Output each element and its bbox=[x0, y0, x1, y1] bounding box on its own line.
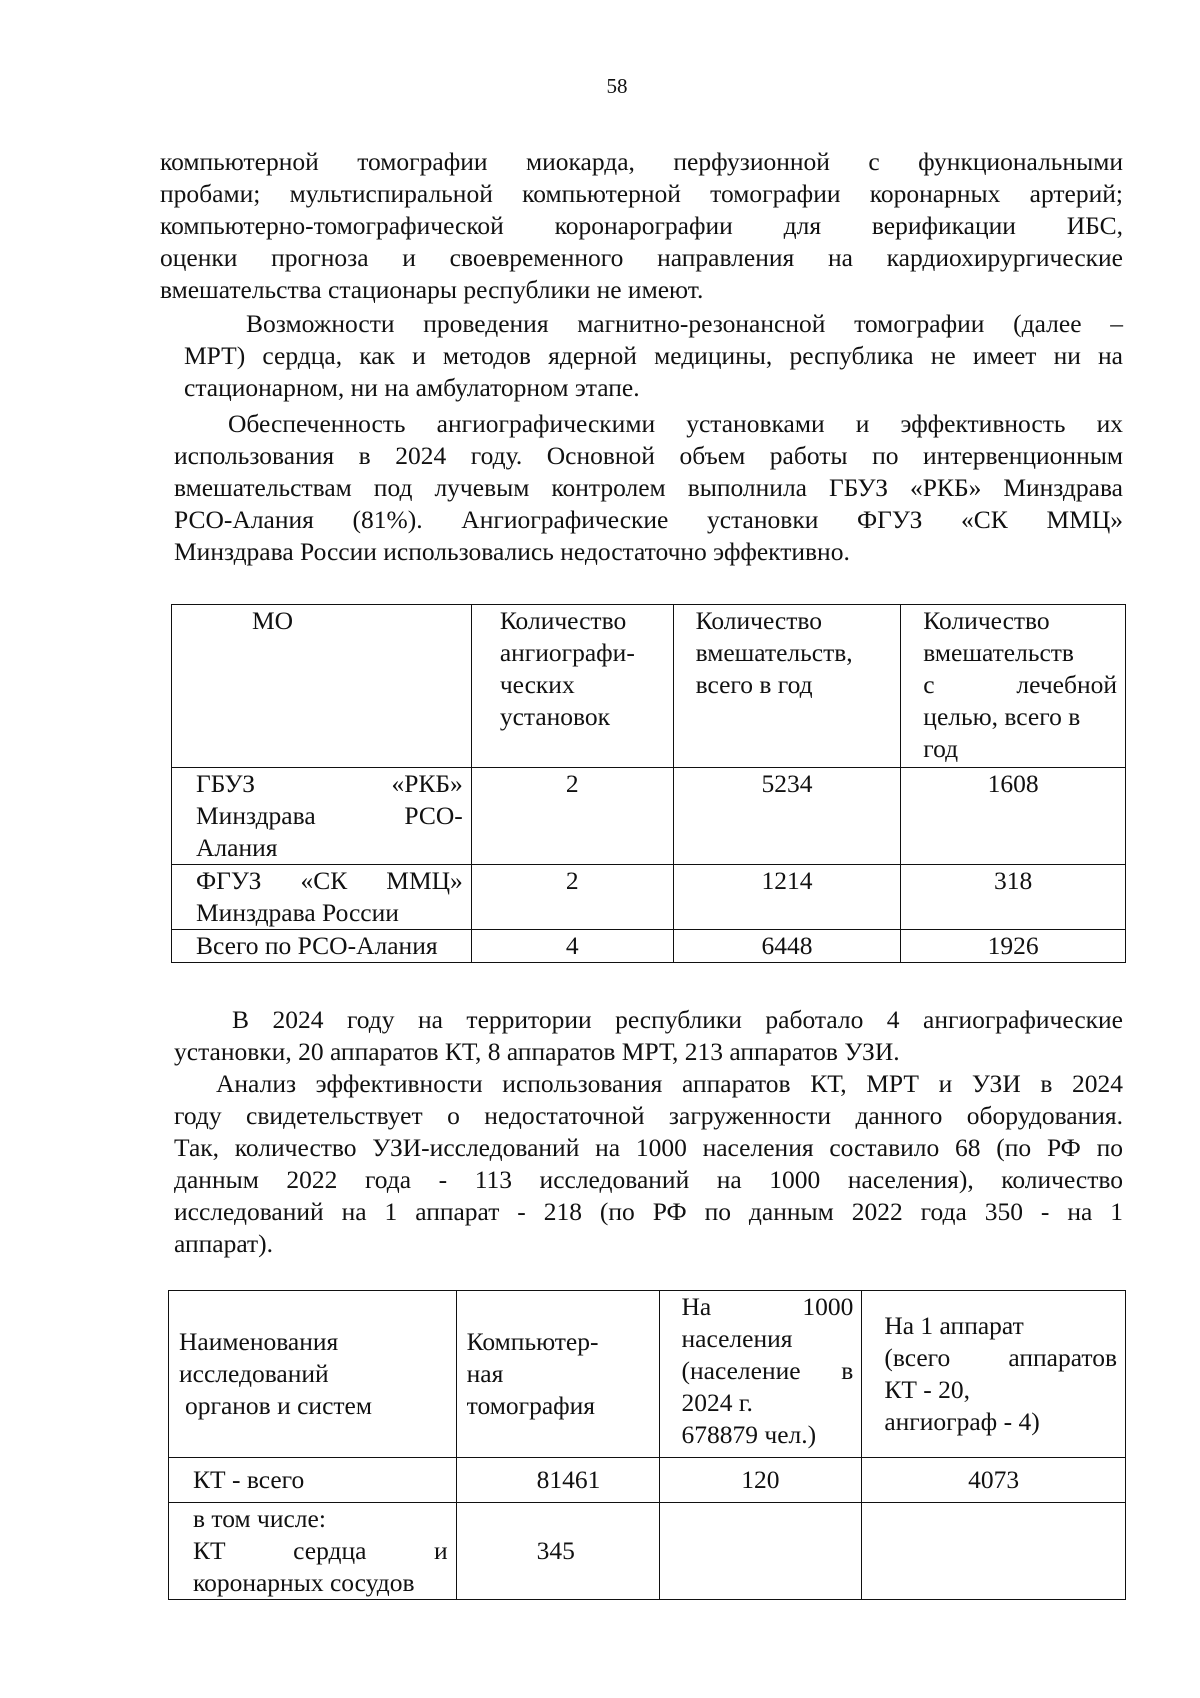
cell-units: 2 bbox=[471, 865, 673, 930]
text-line: использования в 2024 году. Основной объем работы по интервенционным bbox=[174, 441, 1123, 470]
header-text: МО bbox=[252, 606, 294, 635]
paragraph-3 bbox=[174, 408, 1123, 568]
paragraph-5 bbox=[174, 1068, 1123, 1260]
cell-text: КТ - всего bbox=[193, 1465, 305, 1494]
header-text: Наименования bbox=[179, 1327, 339, 1356]
cell-units: 4 bbox=[471, 930, 673, 963]
paragraph-1 bbox=[160, 146, 1123, 306]
text-line: МРТ) сердца, как и методов ядерной медицины, республика не имеет ни на bbox=[184, 341, 1123, 370]
page-number: 58 bbox=[606, 74, 628, 98]
header-text: На 1000 bbox=[681, 1292, 854, 1321]
header-text: вмешательств, bbox=[695, 638, 853, 667]
cell-text: в том числе: bbox=[193, 1504, 326, 1533]
text-line: компьютерной томографии миокарда, перфузионной с функциональными bbox=[160, 147, 1123, 176]
text-line: Анализ эффективности использования аппаратов КТ, МРТ и УЗИ в 2024 bbox=[216, 1069, 1123, 1098]
cell-text: Минздрава РСО- bbox=[196, 801, 463, 830]
text-line: компьютерно-томографической коронарографии для верификации ИБС, bbox=[160, 211, 1123, 240]
header-text: ангиографи- bbox=[499, 638, 635, 667]
header-text: ная bbox=[466, 1359, 504, 1388]
text-line: оценки прогноза и своевременного направления на кардиохирургические bbox=[160, 243, 1123, 272]
cell-mo bbox=[172, 865, 472, 930]
cell-text: Всего по РСО-Алания bbox=[196, 931, 438, 960]
cell-text: КТ сердца и bbox=[193, 1536, 448, 1565]
cell-text: коронарных сосудов bbox=[193, 1568, 415, 1597]
table-header-row bbox=[172, 605, 1126, 768]
text-line: пробами; мультиспиральной компьютерной томографии коронарных артерий; bbox=[160, 179, 1123, 208]
header-text: Компьютер- bbox=[466, 1327, 599, 1356]
cell-total: 5234 bbox=[673, 768, 901, 865]
text-line: аппарат). bbox=[174, 1229, 274, 1258]
header-cell-total bbox=[673, 605, 901, 768]
header-cell-name bbox=[169, 1291, 457, 1458]
header-cell-mo bbox=[172, 605, 472, 768]
table-row bbox=[172, 768, 1126, 865]
text-line: вмешательства стационары республики не имеют. bbox=[160, 275, 704, 304]
header-text: КТ - 20, bbox=[884, 1375, 971, 1404]
paragraph-2 bbox=[184, 308, 1123, 404]
cell-therapeutic: 1926 bbox=[901, 930, 1126, 963]
cell-total: 1214 bbox=[673, 865, 901, 930]
header-text: всего в год bbox=[695, 670, 813, 699]
header-cell-units bbox=[471, 605, 673, 768]
table-row bbox=[169, 1503, 1126, 1600]
header-text: органов и систем bbox=[185, 1391, 372, 1420]
text-line: данным 2022 года - 113 исследований на 1000 населения), количество bbox=[174, 1165, 1123, 1194]
header-text: исследований bbox=[179, 1359, 329, 1388]
paragraph-4 bbox=[174, 1004, 1123, 1068]
table-row bbox=[172, 865, 1126, 930]
cell-per-unit: 4073 bbox=[862, 1458, 1126, 1503]
text-line: году свидетельствует о недостаточной загруженности данного оборудования. bbox=[174, 1101, 1123, 1130]
text-line: Минздрава России использовались недостаточно эффективно. bbox=[174, 537, 850, 566]
cell-therapeutic: 1608 bbox=[901, 768, 1126, 865]
text-line: В 2024 году на территории республики работало 4 ангиографические bbox=[232, 1005, 1123, 1034]
header-text: томография bbox=[466, 1391, 596, 1420]
header-text: ангиограф - 4) bbox=[884, 1407, 1040, 1436]
cell-ct: 81461 bbox=[456, 1458, 659, 1503]
header-text: (всего аппаратов bbox=[884, 1343, 1117, 1372]
header-text: Количество bbox=[499, 606, 627, 635]
cell-mo bbox=[172, 930, 472, 963]
header-text: целью, всего в bbox=[923, 702, 1081, 731]
header-cell-ct bbox=[456, 1291, 659, 1458]
text-line: вмешательствам под лучевым контролем выполнила ГБУЗ «РКБ» Минздрава bbox=[174, 473, 1123, 502]
header-text: На 1 аппарат bbox=[884, 1311, 1024, 1340]
cell-text: ГБУЗ «РКБ» bbox=[196, 769, 463, 798]
ct-table bbox=[168, 1290, 1126, 1600]
cell-per-unit bbox=[862, 1503, 1126, 1600]
header-text: Количество bbox=[695, 606, 822, 635]
cell-per1000: 120 bbox=[659, 1458, 862, 1503]
cell-name bbox=[169, 1503, 457, 1600]
cell-therapeutic: 318 bbox=[901, 865, 1126, 930]
header-text: 2024 г. bbox=[681, 1388, 753, 1417]
header-text: Количество bbox=[923, 606, 1050, 635]
cell-text: Минздрава России bbox=[196, 898, 399, 927]
table-row bbox=[169, 1458, 1126, 1503]
header-cell-per1000 bbox=[659, 1291, 862, 1458]
header-text: год bbox=[923, 734, 959, 763]
header-text: установок bbox=[499, 702, 611, 731]
header-text: (население в bbox=[681, 1356, 854, 1385]
text-line: Возможности проведения магнитно-резонансной томографии (далее – bbox=[246, 309, 1123, 338]
cell-mo bbox=[172, 768, 472, 865]
header-cell-per-unit bbox=[862, 1291, 1126, 1458]
text-line: стационарном, ни на амбулаторном этапе. bbox=[184, 373, 640, 402]
header-cell-therapeutic bbox=[901, 605, 1126, 768]
header-text: с лечебной bbox=[923, 670, 1117, 699]
cell-ct: 345 bbox=[456, 1503, 659, 1600]
cell-name bbox=[169, 1458, 457, 1503]
header-text: ческих bbox=[499, 670, 575, 699]
cell-units: 2 bbox=[471, 768, 673, 865]
header-text: 678879 чел.) bbox=[681, 1420, 817, 1449]
text-line: РСО-Алания (81%). Ангиографические установки ФГУЗ «СК ММЦ» bbox=[174, 505, 1123, 534]
header-text: вмешательств bbox=[923, 638, 1074, 667]
text-line: Так, количество УЗИ-исследований на 1000 населения составило 68 (по РФ по bbox=[174, 1133, 1123, 1162]
table-header-row bbox=[169, 1291, 1126, 1458]
text-line: Обеспеченность ангиографическими установками и эффективность их bbox=[228, 409, 1123, 438]
angiography-table bbox=[171, 604, 1126, 963]
text-line: установки, 20 аппаратов КТ, 8 аппаратов МРТ, 213 аппаратов УЗИ. bbox=[174, 1037, 900, 1066]
text-line: исследований на 1 аппарат - 218 (по РФ по данным 2022 года 350 - на 1 bbox=[174, 1197, 1123, 1226]
cell-text: ФГУЗ «СК ММЦ» bbox=[196, 866, 463, 895]
cell-total: 6448 bbox=[673, 930, 901, 963]
cell-per1000 bbox=[659, 1503, 862, 1600]
header-text: населения bbox=[681, 1324, 793, 1353]
table-row-total bbox=[172, 930, 1126, 963]
cell-text: Алания bbox=[196, 833, 278, 862]
